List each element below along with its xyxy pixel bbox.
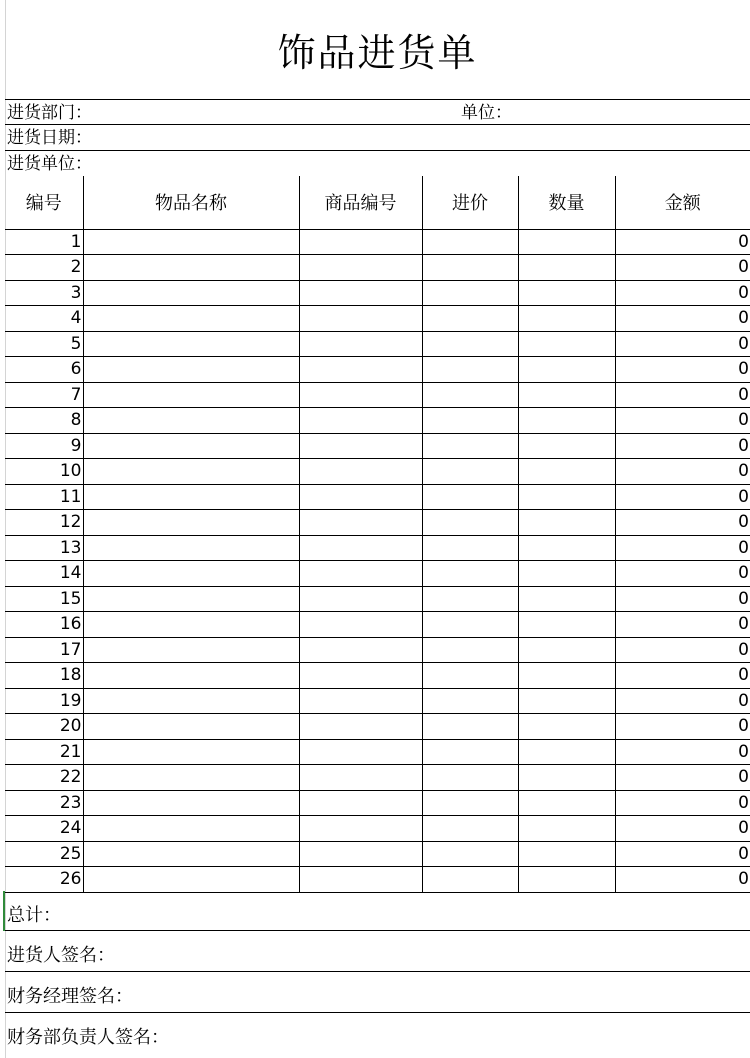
product-code-cell[interactable] — [299, 816, 422, 842]
amount-cell[interactable]: 0 — [615, 739, 750, 765]
row-number-cell[interactable]: 18 — [5, 663, 83, 689]
item-name-cell[interactable] — [83, 790, 299, 816]
row-number-cell[interactable]: 21 — [5, 739, 83, 765]
product-code-cell[interactable] — [299, 790, 422, 816]
amount-cell[interactable]: 0 — [615, 280, 750, 306]
item-name-cell[interactable] — [83, 408, 299, 434]
item-name-cell[interactable] — [83, 739, 299, 765]
finance-manager-sign-row[interactable] — [5, 972, 750, 1013]
product-code-cell[interactable] — [299, 357, 422, 383]
unit-price-cell[interactable] — [422, 637, 518, 663]
unit-price-cell[interactable] — [422, 841, 518, 867]
quantity-cell[interactable] — [518, 357, 615, 383]
department-row[interactable] — [5, 100, 750, 125]
purchaser-sign-row[interactable] — [5, 931, 750, 972]
table-row — [5, 357, 750, 383]
item-name-cell[interactable] — [83, 484, 299, 510]
table-row — [5, 433, 750, 459]
item-name-cell[interactable] — [83, 586, 299, 612]
row-number-cell[interactable]: 17 — [5, 637, 83, 663]
product-code-cell[interactable] — [299, 408, 422, 434]
quantity-cell[interactable] — [518, 663, 615, 689]
header-unit-price: 进价 — [422, 176, 518, 229]
finance-head-sign-row[interactable] — [5, 1013, 750, 1058]
table-row — [5, 280, 750, 306]
product-code-cell[interactable] — [299, 510, 422, 536]
row-number-cell[interactable]: 11 — [5, 484, 83, 510]
row-number-cell[interactable]: 2 — [5, 255, 83, 281]
unit-price-cell[interactable] — [422, 790, 518, 816]
product-code-cell[interactable] — [299, 382, 422, 408]
amount-cell[interactable]: 0 — [615, 612, 750, 638]
item-name-cell[interactable] — [83, 280, 299, 306]
unit-price-cell[interactable] — [422, 816, 518, 842]
quantity-cell[interactable] — [518, 255, 615, 281]
item-name-cell[interactable] — [83, 663, 299, 689]
row-number-cell[interactable]: 23 — [5, 790, 83, 816]
quantity-cell[interactable] — [518, 331, 615, 357]
table-row — [5, 867, 750, 893]
item-name-cell[interactable] — [83, 255, 299, 281]
item-name-cell[interactable] — [83, 765, 299, 791]
amount-cell[interactable]: 0 — [615, 484, 750, 510]
product-code-cell[interactable] — [299, 688, 422, 714]
table-row — [5, 663, 750, 689]
table-row — [5, 739, 750, 765]
product-code-cell[interactable] — [299, 612, 422, 638]
unit-price-cell[interactable] — [422, 331, 518, 357]
product-code-cell[interactable] — [299, 459, 422, 485]
purchaser-sign-label: 进货人签名： — [7, 945, 115, 966]
quantity-cell[interactable] — [518, 637, 615, 663]
product-code-cell[interactable] — [299, 331, 422, 357]
product-code-cell[interactable] — [299, 765, 422, 791]
quantity-cell[interactable] — [518, 790, 615, 816]
table-row — [5, 790, 750, 816]
item-name-cell[interactable] — [83, 229, 299, 255]
item-name-cell[interactable] — [83, 331, 299, 357]
product-code-cell[interactable] — [299, 714, 422, 740]
item-name-cell[interactable] — [83, 637, 299, 663]
header-item-name: 物品名称 — [83, 176, 299, 229]
quantity-cell[interactable] — [518, 612, 615, 638]
row-number-cell[interactable]: 10 — [5, 459, 83, 485]
amount-cell[interactable]: 0 — [615, 535, 750, 561]
header-quantity: 数量 — [518, 176, 615, 229]
amount-cell[interactable]: 0 — [615, 357, 750, 383]
item-name-cell[interactable] — [83, 535, 299, 561]
product-code-cell[interactable] — [299, 739, 422, 765]
table-row — [5, 841, 750, 867]
quantity-cell[interactable] — [518, 765, 615, 791]
amount-cell[interactable]: 0 — [615, 765, 750, 791]
unit-price-cell[interactable] — [422, 510, 518, 536]
amount-cell[interactable]: 0 — [615, 306, 750, 332]
row-number-cell[interactable]: 19 — [5, 688, 83, 714]
quantity-cell[interactable] — [518, 280, 615, 306]
total-label: 总计： — [7, 905, 61, 926]
item-name-cell[interactable] — [83, 561, 299, 587]
row-number-cell[interactable]: 1 — [5, 229, 83, 255]
quantity-cell[interactable] — [518, 739, 615, 765]
unit-price-cell[interactable] — [422, 612, 518, 638]
product-code-cell[interactable] — [299, 280, 422, 306]
amount-cell[interactable]: 0 — [615, 382, 750, 408]
unit-price-cell[interactable] — [422, 408, 518, 434]
unit-price-cell[interactable] — [422, 229, 518, 255]
row-number-cell[interactable]: 9 — [5, 433, 83, 459]
item-name-cell[interactable] — [83, 816, 299, 842]
date-label: 进货日期： — [7, 128, 92, 148]
table-row — [5, 306, 750, 332]
unit-price-cell[interactable] — [422, 433, 518, 459]
supplier-label: 进货单位： — [7, 154, 92, 174]
row-number-cell[interactable]: 3 — [5, 280, 83, 306]
unit-label: 单位： — [461, 103, 512, 123]
table-row — [5, 688, 750, 714]
quantity-cell[interactable] — [518, 459, 615, 485]
amount-cell[interactable]: 0 — [615, 331, 750, 357]
amount-cell[interactable]: 0 — [615, 790, 750, 816]
product-code-cell[interactable] — [299, 561, 422, 587]
row-number-cell[interactable]: 6 — [5, 357, 83, 383]
product-code-cell[interactable] — [299, 229, 422, 255]
table-row — [5, 408, 750, 434]
item-name-cell[interactable] — [83, 867, 299, 893]
product-code-cell[interactable] — [299, 586, 422, 612]
quantity-cell[interactable] — [518, 433, 615, 459]
amount-cell[interactable]: 0 — [615, 714, 750, 740]
unit-price-cell[interactable] — [422, 459, 518, 485]
supplier-row[interactable] — [5, 151, 750, 176]
product-code-cell[interactable] — [299, 637, 422, 663]
table-row — [5, 586, 750, 612]
table-row — [5, 484, 750, 510]
row-number-cell[interactable]: 20 — [5, 714, 83, 740]
row-number-cell[interactable]: 15 — [5, 586, 83, 612]
amount-cell[interactable]: 0 — [615, 433, 750, 459]
amount-cell[interactable]: 0 — [615, 510, 750, 536]
header-product-code: 商品编号 — [299, 176, 422, 229]
quantity-cell[interactable] — [518, 306, 615, 332]
quantity-cell[interactable] — [518, 510, 615, 536]
unit-price-cell[interactable] — [422, 561, 518, 587]
quantity-cell[interactable] — [518, 714, 615, 740]
table-row — [5, 510, 750, 536]
table-row — [5, 637, 750, 663]
row-number-cell[interactable]: 8 — [5, 408, 83, 434]
quantity-cell[interactable] — [518, 408, 615, 434]
table-row — [5, 255, 750, 281]
quantity-cell[interactable] — [518, 586, 615, 612]
item-name-cell[interactable] — [83, 510, 299, 536]
amount-cell[interactable]: 0 — [615, 561, 750, 587]
table-row — [5, 535, 750, 561]
finance-manager-sign-label: 财务经理签名： — [7, 986, 133, 1007]
unit-price-cell[interactable] — [422, 586, 518, 612]
product-code-cell[interactable] — [299, 255, 422, 281]
document-title: 饰品进货单 — [5, 0, 750, 100]
amount-cell[interactable]: 0 — [615, 841, 750, 867]
amount-cell[interactable]: 0 — [615, 459, 750, 485]
quantity-cell[interactable] — [518, 841, 615, 867]
department-label: 进货部门： — [7, 103, 92, 123]
table-row — [5, 459, 750, 485]
unit-price-cell[interactable] — [422, 688, 518, 714]
items-table — [5, 176, 750, 893]
item-name-cell[interactable] — [83, 433, 299, 459]
row-number-cell[interactable]: 14 — [5, 561, 83, 587]
row-number-cell[interactable]: 16 — [5, 612, 83, 638]
item-name-cell[interactable] — [83, 357, 299, 383]
table-row — [5, 382, 750, 408]
amount-cell[interactable]: 0 — [615, 663, 750, 689]
row-number-cell[interactable]: 22 — [5, 765, 83, 791]
total-row[interactable] — [5, 891, 750, 931]
quantity-cell[interactable] — [518, 484, 615, 510]
finance-head-sign-label: 财务部负责人签名： — [7, 1027, 169, 1048]
table-row — [5, 612, 750, 638]
unit-price-cell[interactable] — [422, 280, 518, 306]
item-name-cell[interactable] — [83, 714, 299, 740]
table-header-row — [5, 176, 750, 229]
unit-price-cell[interactable] — [422, 357, 518, 383]
product-code-cell[interactable] — [299, 841, 422, 867]
item-name-cell[interactable] — [83, 382, 299, 408]
row-number-cell[interactable]: 25 — [5, 841, 83, 867]
unit-price-cell[interactable] — [422, 663, 518, 689]
amount-cell[interactable]: 0 — [615, 637, 750, 663]
quantity-cell[interactable] — [518, 816, 615, 842]
product-code-cell[interactable] — [299, 306, 422, 332]
unit-price-cell[interactable] — [422, 765, 518, 791]
table-row — [5, 816, 750, 842]
table-row — [5, 229, 750, 255]
row-number-cell[interactable]: 5 — [5, 331, 83, 357]
item-name-cell[interactable] — [83, 612, 299, 638]
header-number: 编号 — [5, 176, 83, 229]
amount-cell[interactable]: 0 — [615, 688, 750, 714]
unit-price-cell[interactable] — [422, 255, 518, 281]
product-code-cell[interactable] — [299, 535, 422, 561]
row-number-cell[interactable]: 7 — [5, 382, 83, 408]
amount-cell[interactable]: 0 — [615, 816, 750, 842]
table-row — [5, 561, 750, 587]
item-name-cell[interactable] — [83, 688, 299, 714]
quantity-cell[interactable] — [518, 382, 615, 408]
table-row — [5, 331, 750, 357]
table-row — [5, 714, 750, 740]
product-code-cell[interactable] — [299, 663, 422, 689]
quantity-cell[interactable] — [518, 535, 615, 561]
quantity-cell[interactable] — [518, 867, 615, 893]
row-number-cell[interactable]: 12 — [5, 510, 83, 536]
header-amount: 金额 — [615, 176, 750, 229]
table-row — [5, 765, 750, 791]
item-name-cell[interactable] — [83, 306, 299, 332]
row-number-cell[interactable]: 24 — [5, 816, 83, 842]
unit-price-cell[interactable] — [422, 484, 518, 510]
product-code-cell[interactable] — [299, 867, 422, 893]
product-code-cell[interactable] — [299, 433, 422, 459]
product-code-cell[interactable] — [299, 484, 422, 510]
unit-price-cell[interactable] — [422, 306, 518, 332]
amount-cell[interactable]: 0 — [615, 229, 750, 255]
amount-cell[interactable]: 0 — [615, 586, 750, 612]
quantity-cell[interactable] — [518, 561, 615, 587]
unit-price-cell[interactable] — [422, 714, 518, 740]
row-number-cell[interactable]: 4 — [5, 306, 83, 332]
row-number-cell[interactable]: 26 — [5, 867, 83, 893]
quantity-cell[interactable] — [518, 688, 615, 714]
unit-price-cell[interactable] — [422, 739, 518, 765]
amount-cell[interactable]: 0 — [615, 255, 750, 281]
date-row[interactable] — [5, 125, 750, 151]
amount-cell[interactable]: 0 — [615, 408, 750, 434]
unit-price-cell[interactable] — [422, 867, 518, 893]
unit-price-cell[interactable] — [422, 535, 518, 561]
quantity-cell[interactable] — [518, 229, 615, 255]
item-name-cell[interactable] — [83, 459, 299, 485]
item-name-cell[interactable] — [83, 841, 299, 867]
amount-cell[interactable]: 0 — [615, 867, 750, 893]
unit-price-cell[interactable] — [422, 382, 518, 408]
row-number-cell[interactable]: 13 — [5, 535, 83, 561]
